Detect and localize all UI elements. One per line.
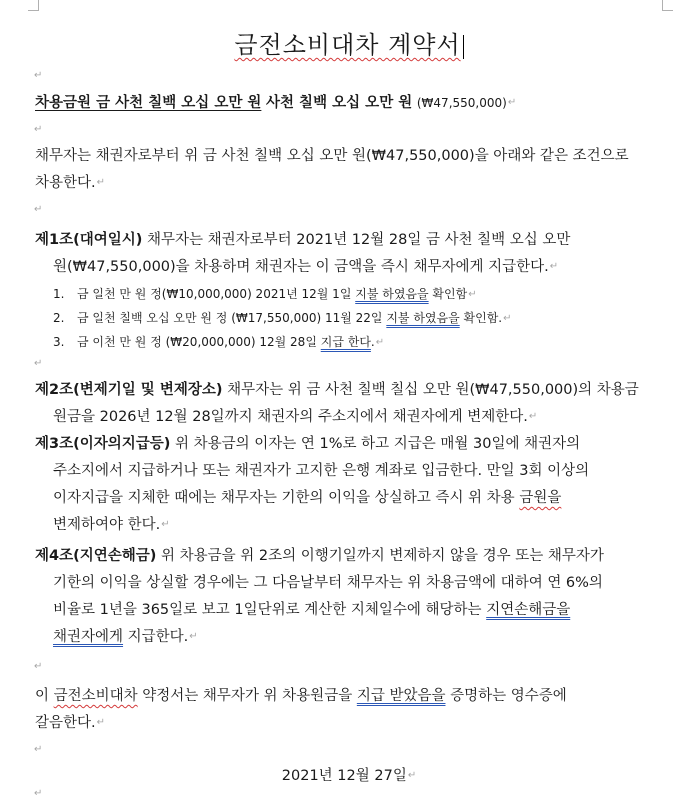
paragraph-mark: ↵: [96, 717, 106, 728]
paragraph-mark: ↵: [161, 519, 170, 530]
closing-text: 약정서는 채무자가 위 차용원금을: [137, 688, 357, 704]
loan-amount-figure: (₩47,550,000): [416, 96, 507, 110]
article-3-line-1: [35, 434, 580, 454]
paragraph-mark: ↵: [528, 411, 538, 422]
paragraph-mark: ↵: [189, 631, 198, 642]
article-3-text: 변제하여야 한다.: [53, 517, 161, 533]
article-3-text: 위 차용금의 이자는 연 1%로 하고 지급은 매월 30일에 채권자의: [170, 436, 581, 452]
item-underlined: 지불 하였음을: [355, 287, 429, 301]
item-tail: .: [370, 335, 375, 349]
article-4-text: 위 차용금을 위 2조의 이행기일까지 변제하지 않을 경우 또는 채무자가: [156, 548, 604, 564]
article-3-title: 제3조(이자의지급등): [35, 436, 171, 452]
article-3-text: 금원을: [519, 490, 562, 506]
intro-line-2: [35, 173, 105, 193]
article-1-title: 제1조(대여일시): [35, 232, 143, 248]
article-3-line-4: [53, 515, 170, 535]
intro-text: 차용한다.: [35, 175, 96, 191]
article-1-item: [53, 284, 477, 305]
item-number: 2.: [53, 311, 65, 325]
item-number: 1.: [53, 287, 65, 301]
closing-line-1: [35, 686, 567, 706]
closing-text: 지급 받았음을: [356, 688, 446, 704]
closing-text: 이: [35, 688, 54, 704]
paragraph-mark: ↵: [468, 288, 477, 300]
paragraph-mark: ↵: [503, 312, 512, 324]
item-underlined: 지급 한다: [320, 335, 371, 349]
paragraph-mark: ↵: [407, 770, 417, 781]
article-3-text: 이자지급을 지체한 때에는 채무자는 기한의 이익을 상실하고 즉시 위 차용: [53, 490, 520, 506]
text-cursor: [463, 35, 464, 59]
article-2-line-2: [53, 407, 537, 427]
article-4-line-3: [53, 600, 570, 620]
article-3-line-2: [53, 461, 589, 481]
intro-line-1: [35, 146, 671, 166]
paragraph-mark: ↵: [34, 358, 43, 369]
margin-corner-top-right: [662, 0, 673, 11]
article-4-text: 지급한다.: [123, 629, 189, 645]
contract-date: [0, 766, 698, 786]
article-4-text: 채권자에게: [53, 629, 124, 645]
closing-text: 갈음한다.: [35, 715, 96, 731]
closing-line-2: [35, 713, 105, 733]
article-4-line-1: [35, 546, 604, 566]
article-3-text: 주소지에서 지급하거나 또는 채권자가 고지한 은행 계좌로 입금한다. 만일 3회 이상의: [53, 463, 590, 479]
article-2-text: 원금을 2026년 12월 28일까지 채권자의 주소지에서 채권자에게 변제한다.: [53, 409, 528, 425]
loan-heading: [35, 93, 516, 113]
closing-text: 증명하는 영수증에: [445, 688, 567, 704]
article-2-line-1: [35, 380, 639, 400]
article-4-title: 제4조(지연손해금): [35, 548, 157, 564]
paragraph-mark: ↵: [34, 70, 43, 81]
item-text: 금 일천 칠백 오십 오만 원 정 (₩17,550,000) 11월 22일: [77, 311, 387, 325]
paragraph-mark: ↵: [507, 97, 517, 108]
article-2-text: 채무자는 위 금 사천 칠백 칠십 오만 원(₩47,550,000)의 차용금: [222, 382, 639, 398]
date-text: 2021년 12월 27일: [281, 768, 407, 784]
paragraph-mark: ↵: [549, 261, 559, 272]
paragraph-mark: ↵: [34, 661, 43, 672]
paragraph-mark: ↵: [34, 204, 43, 215]
margin-corner-top-left: [28, 0, 39, 11]
item-underlined: 지불 하였음을: [386, 311, 460, 325]
article-1-line-1: [35, 230, 570, 250]
item-text: 금 일천 만 원 정(₩10,000,000) 2021년 12월 1일: [77, 287, 356, 301]
loan-heading-text: 사천 칠백 오십 오만 원: [266, 95, 413, 111]
article-4-line-2: [53, 573, 603, 593]
item-tail: 확인함.: [459, 311, 503, 325]
paragraph-mark: ↵: [34, 744, 43, 755]
article-1-text: 원(₩47,550,000)을 차용하며 채권자는 이 금액을 즉시 채무자에게 지급한다.: [53, 259, 549, 275]
item-text: 금 이천 만 원 정 (₩20,000,000) 12월 28일: [77, 335, 321, 349]
article-4-line-4: [53, 627, 198, 647]
closing-text: 금전소비대차: [53, 688, 138, 704]
paragraph-mark: ↵: [96, 177, 106, 188]
article-4-text: 비율로 1년을 365일로 보고 1일단위로 계산한 지체일수에 해당하는: [53, 602, 487, 618]
article-1-item: [53, 332, 384, 353]
article-1-text: 채무자는 채권자로부터 2021년 12월 28일 금 사천 칠백 오십 오만: [142, 232, 571, 248]
article-4-text: 기한의 이익을 상실할 경우에는 그 다음날부터 채무자는 위 차용금액에 대하여 연 6%의: [53, 575, 603, 591]
paragraph-mark: ↵: [34, 124, 43, 135]
article-1-line-2: [53, 257, 558, 277]
loan-heading-text: 차용금원 금 사천 칠백 오십 오만 원: [35, 95, 262, 111]
item-number: 3.: [53, 335, 65, 349]
document-title[interactable]: [0, 28, 698, 62]
article-1-item: [53, 308, 512, 329]
intro-text: 채무자는 채권자로부터 위 금 사천 칠백 오십 오만 원(₩47,550,000)을 아래와 같은 조건으로: [35, 148, 629, 164]
paragraph-mark: ↵: [375, 336, 385, 348]
paragraph-mark: ↵: [34, 788, 43, 799]
article-4-text: 지연손해금을: [486, 602, 571, 618]
title-text: 금전소비대차 계약서: [234, 31, 461, 59]
article-3-line-3: [53, 488, 561, 508]
article-2-title: 제2조(변제기일 및 변제장소): [35, 382, 223, 398]
item-tail: 확인함: [428, 287, 468, 301]
